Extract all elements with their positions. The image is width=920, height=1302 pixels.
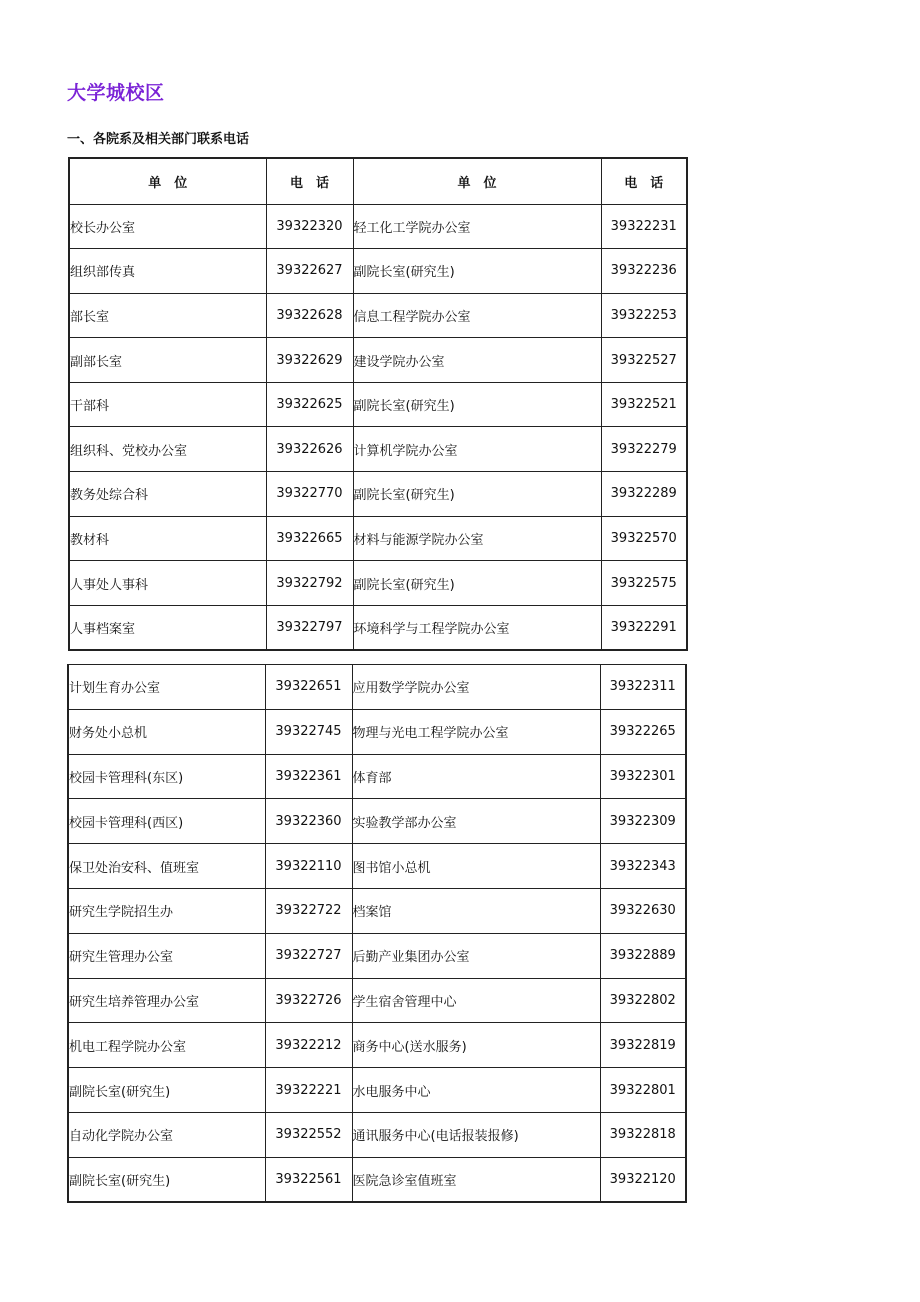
unit-cell: 校园卡管理科(西区) bbox=[68, 799, 265, 844]
unit-cell: 副院长室(研究生) bbox=[68, 1157, 265, 1202]
phone-cell: 39322221 bbox=[265, 1068, 352, 1113]
table-row bbox=[69, 249, 687, 294]
phone-cell: 39322309 bbox=[600, 799, 686, 844]
phone-cell: 39322561 bbox=[265, 1157, 352, 1202]
phone-cell: 39322552 bbox=[265, 1112, 352, 1157]
unit-cell: 副院长室(研究生) bbox=[68, 1068, 265, 1113]
unit-cell: 机电工程学院办公室 bbox=[68, 1023, 265, 1068]
unit-cell: 体育部 bbox=[352, 754, 600, 799]
table-row bbox=[69, 561, 687, 606]
table-row bbox=[68, 1112, 686, 1157]
table-row bbox=[69, 204, 687, 249]
unit-cell: 副院长室(研究生) bbox=[353, 561, 601, 606]
phone-cell: 39322629 bbox=[266, 338, 353, 383]
table-row bbox=[68, 1068, 686, 1113]
table-row bbox=[68, 665, 686, 710]
phone-cell: 39322343 bbox=[600, 844, 686, 889]
unit-cell: 自动化学院办公室 bbox=[68, 1112, 265, 1157]
phone-cell: 39322110 bbox=[265, 844, 352, 889]
table-row bbox=[69, 472, 687, 517]
unit-cell: 组织科、党校办公室 bbox=[69, 427, 266, 472]
table-row bbox=[68, 933, 686, 978]
unit-cell: 副院长室(研究生) bbox=[353, 472, 601, 517]
phone-cell: 39322792 bbox=[266, 561, 353, 606]
unit-cell: 信息工程学院办公室 bbox=[353, 293, 601, 338]
unit-cell: 研究生学院招生办 bbox=[68, 888, 265, 933]
unit-cell: 物理与光电工程学院办公室 bbox=[352, 709, 600, 754]
table-row bbox=[69, 338, 687, 383]
contact-table-1 bbox=[68, 157, 688, 651]
unit-cell: 保卫处治安科、值班室 bbox=[68, 844, 265, 889]
unit-cell: 部长室 bbox=[69, 293, 266, 338]
unit-cell: 水电服务中心 bbox=[352, 1068, 600, 1113]
unit-cell: 人事档案室 bbox=[69, 605, 266, 650]
phone-cell: 39322570 bbox=[601, 516, 687, 561]
unit-cell: 计划生育办公室 bbox=[68, 665, 265, 710]
phone-cell: 39322651 bbox=[265, 665, 352, 710]
table-row bbox=[69, 516, 687, 561]
unit-cell: 教务处综合科 bbox=[69, 472, 266, 517]
phone-cell: 39322818 bbox=[600, 1112, 686, 1157]
phone-cell: 39322625 bbox=[266, 382, 353, 427]
unit-cell: 财务处小总机 bbox=[68, 709, 265, 754]
unit-cell: 校长办公室 bbox=[69, 204, 266, 249]
phone-cell: 39322236 bbox=[601, 249, 687, 294]
phone-cell: 39322575 bbox=[601, 561, 687, 606]
phone-cell: 39322626 bbox=[266, 427, 353, 472]
phone-cell: 39322627 bbox=[266, 249, 353, 294]
unit-cell: 学生宿舍管理中心 bbox=[352, 978, 600, 1023]
table-row bbox=[68, 1023, 686, 1068]
phone-cell: 39322770 bbox=[266, 472, 353, 517]
unit-cell: 研究生管理办公室 bbox=[68, 933, 265, 978]
phone-cell: 39322722 bbox=[265, 888, 352, 933]
header-unit: 单 位 bbox=[353, 158, 601, 204]
header-phone: 电 话 bbox=[266, 158, 353, 204]
unit-cell: 副院长室(研究生) bbox=[353, 249, 601, 294]
table-row bbox=[69, 605, 687, 650]
table-row bbox=[68, 709, 686, 754]
unit-cell: 校园卡管理科(东区) bbox=[68, 754, 265, 799]
table-row bbox=[68, 888, 686, 933]
table-row bbox=[69, 293, 687, 338]
unit-cell: 计算机学院办公室 bbox=[353, 427, 601, 472]
header-phone: 电 话 bbox=[601, 158, 687, 204]
table-row bbox=[68, 844, 686, 889]
phone-cell: 39322727 bbox=[265, 933, 352, 978]
unit-cell: 实验教学部办公室 bbox=[352, 799, 600, 844]
unit-cell: 医院急诊室值班室 bbox=[352, 1157, 600, 1202]
phone-cell: 39322231 bbox=[601, 204, 687, 249]
phone-cell: 39322726 bbox=[265, 978, 352, 1023]
section-heading: 一、各院系及相关部门联系电话 bbox=[67, 132, 250, 147]
unit-cell: 通讯服务中心(电话报装报修) bbox=[352, 1112, 600, 1157]
phone-cell: 39322311 bbox=[600, 665, 686, 710]
unit-cell: 副部长室 bbox=[69, 338, 266, 383]
unit-cell: 副院长室(研究生) bbox=[353, 382, 601, 427]
phone-cell: 39322889 bbox=[600, 933, 686, 978]
phone-cell: 39322745 bbox=[265, 709, 352, 754]
table-row bbox=[69, 427, 687, 472]
unit-cell: 教材科 bbox=[69, 516, 266, 561]
phone-cell: 39322212 bbox=[265, 1023, 352, 1068]
phone-cell: 39322797 bbox=[266, 605, 353, 650]
page-title: 大学城校区 bbox=[67, 82, 165, 104]
phone-cell: 39322630 bbox=[600, 888, 686, 933]
phone-cell: 39322802 bbox=[600, 978, 686, 1023]
unit-cell: 环境科学与工程学院办公室 bbox=[353, 605, 601, 650]
unit-cell: 轻工化工学院办公室 bbox=[353, 204, 601, 249]
phone-cell: 39322628 bbox=[266, 293, 353, 338]
phone-cell: 39322819 bbox=[600, 1023, 686, 1068]
phone-cell: 39322665 bbox=[266, 516, 353, 561]
unit-cell: 研究生培养管理办公室 bbox=[68, 978, 265, 1023]
unit-cell: 图书馆小总机 bbox=[352, 844, 600, 889]
unit-cell: 建设学院办公室 bbox=[353, 338, 601, 383]
table-row bbox=[68, 754, 686, 799]
unit-cell: 档案馆 bbox=[352, 888, 600, 933]
table-row bbox=[68, 799, 686, 844]
contact-table-2 bbox=[67, 664, 687, 1203]
phone-cell: 39322301 bbox=[600, 754, 686, 799]
phone-cell: 39322360 bbox=[265, 799, 352, 844]
table-row bbox=[69, 382, 687, 427]
unit-cell: 人事处人事科 bbox=[69, 561, 266, 606]
unit-cell: 干部科 bbox=[69, 382, 266, 427]
phone-cell: 39322361 bbox=[265, 754, 352, 799]
unit-cell: 应用数学学院办公室 bbox=[352, 665, 600, 710]
phone-cell: 39322320 bbox=[266, 204, 353, 249]
phone-cell: 39322279 bbox=[601, 427, 687, 472]
table-header-row bbox=[69, 158, 687, 204]
phone-cell: 39322801 bbox=[600, 1068, 686, 1113]
header-unit: 单 位 bbox=[69, 158, 266, 204]
unit-cell: 材料与能源学院办公室 bbox=[353, 516, 601, 561]
phone-cell: 39322253 bbox=[601, 293, 687, 338]
table-row bbox=[68, 1157, 686, 1202]
phone-cell: 39322120 bbox=[600, 1157, 686, 1202]
unit-cell: 商务中心(送水服务) bbox=[352, 1023, 600, 1068]
phone-cell: 39322527 bbox=[601, 338, 687, 383]
table-row bbox=[68, 978, 686, 1023]
phone-cell: 39322291 bbox=[601, 605, 687, 650]
phone-cell: 39322265 bbox=[600, 709, 686, 754]
phone-cell: 39322521 bbox=[601, 382, 687, 427]
unit-cell: 组织部传真 bbox=[69, 249, 266, 294]
unit-cell: 后勤产业集团办公室 bbox=[352, 933, 600, 978]
phone-cell: 39322289 bbox=[601, 472, 687, 517]
